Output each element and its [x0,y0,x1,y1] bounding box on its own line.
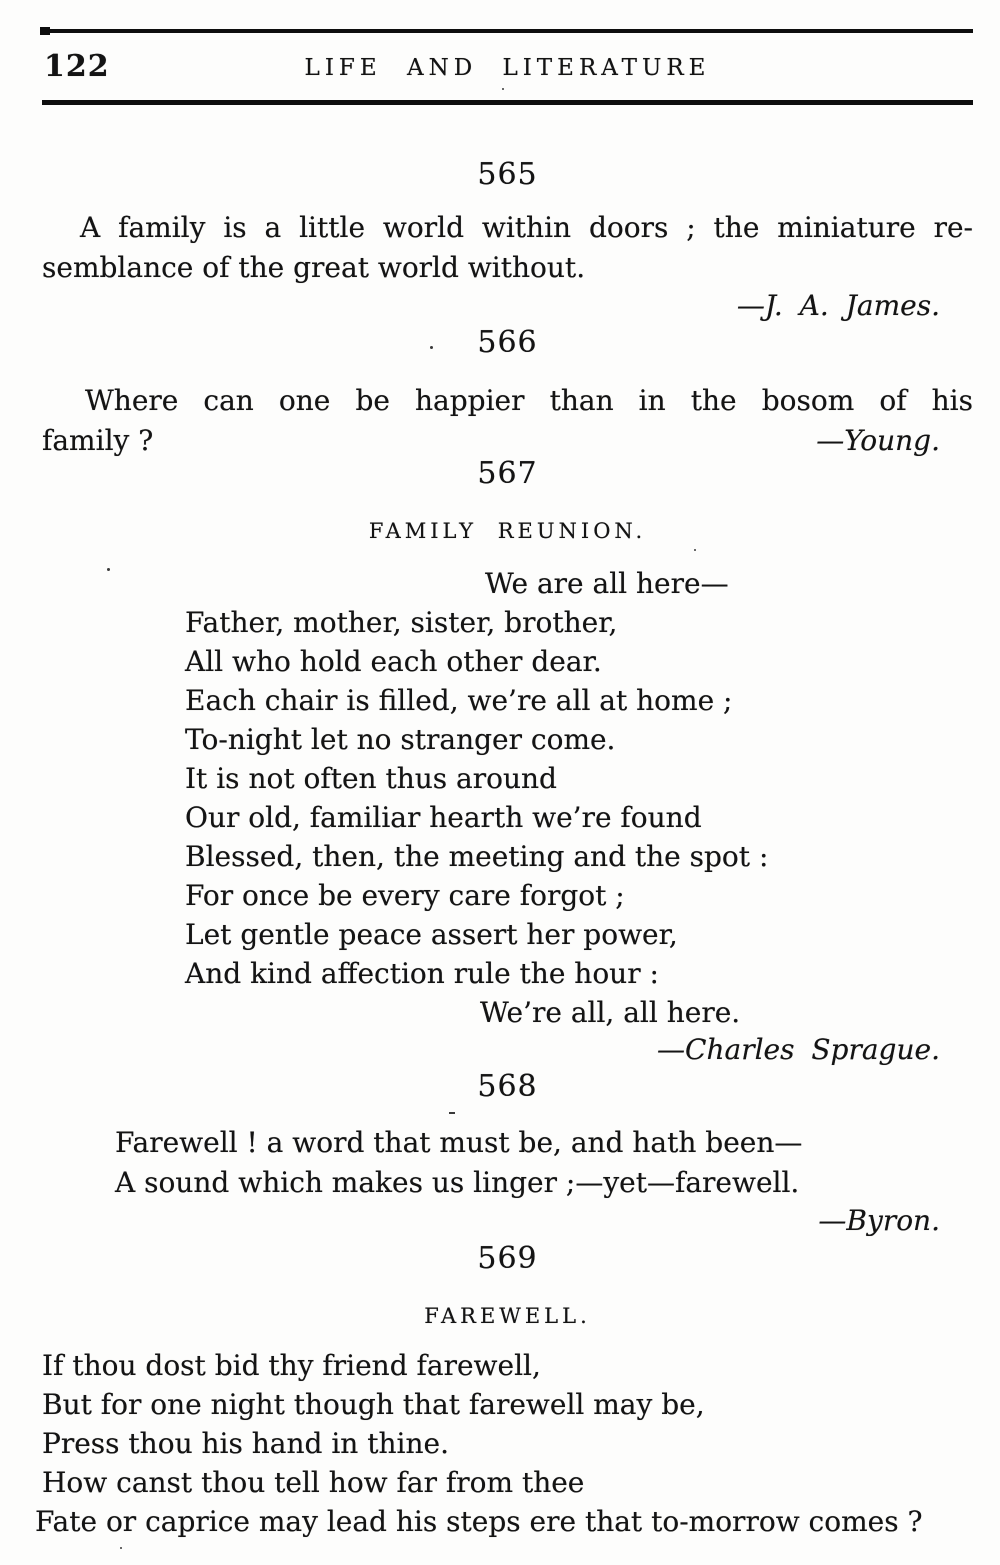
poem-line: Blessed, then, the meeting and the spot : [185,840,769,873]
poem-line: If thou dost bid thy friend farewell, [42,1349,541,1382]
quote-566 [42,381,973,461]
quote-line: Farewell ! a word that must be, and hath been— [115,1126,803,1159]
quote-line: semblance of the great world without. [42,251,586,284]
page-number: 122 [44,49,110,84]
entry-number-566: 566 [477,325,538,360]
poem-line: Each chair is filled, we’re all at home ; [185,684,733,717]
attribution: —Young. [816,424,940,457]
scan-speckle [430,346,433,349]
attribution-row-567 [42,1032,973,1068]
poem-567 [42,564,973,1032]
poem-line: But for one night though that farewell may be, [42,1388,705,1421]
poem-line: Let gentle peace assert her power, [185,918,678,951]
poem-line: Press thou his hand in thine. [42,1427,449,1460]
scan-speckle [449,1112,455,1114]
entry-number-565: 565 [477,157,538,192]
attribution: —Byron. [818,1204,940,1237]
running-title: LIFE AND LITERATURE [304,55,711,81]
entry-number-569: 569 [477,1241,538,1276]
poem-line: To-night let no stranger come. [185,723,616,756]
quote-line: Where can one be happier than in the bosom of his [85,384,973,417]
scan-speckle [502,88,504,90]
header-rule-top [42,29,973,33]
attribution-row-568 [42,1203,973,1239]
quote-568 [42,1123,973,1203]
header-rule-bottom [42,100,973,105]
poem-569 [35,1346,973,1541]
quote-line-with-attribution [42,421,973,461]
poem-title: FAMILY REUNION. [368,519,647,543]
quote-line: family ? [42,424,154,457]
poem-line: It is not often thus around [185,762,557,795]
poem-line: For once be every care forgot ; [185,879,625,912]
scan-speckle [694,549,696,551]
poem-line: We’re all, all here. [480,996,741,1029]
quote-line: A family is a little world within doors ; the miniature re- [80,211,973,244]
poem-line: And kind affection rule the hour : [185,957,659,990]
quote-line: A sound which makes us linger ;—yet—farewell. [115,1166,800,1199]
entry-number-568: 568 [477,1069,538,1104]
poem-line: Our old, familiar hearth we’re found [185,801,702,834]
scan-speckle [107,568,110,571]
scan-speckle [120,1547,122,1549]
attribution: —J. A. James. [736,289,940,322]
quote-565 [42,208,973,324]
poem-title: FAREWELL. [424,1304,591,1328]
poem-line: Fate or caprice may lead his steps ere that to-morrow comes ? [35,1505,923,1538]
page-header [42,47,973,89]
attribution: —Charles Sprague. [657,1033,940,1066]
entry-number-567: 567 [477,456,538,491]
poem-line: All who hold each other dear. [185,645,602,678]
poem-line: Father, mother, sister, brother, [185,606,618,639]
poem-line: We are all here— [485,567,729,600]
poem-line: How canst thou tell how far from thee [42,1466,585,1499]
